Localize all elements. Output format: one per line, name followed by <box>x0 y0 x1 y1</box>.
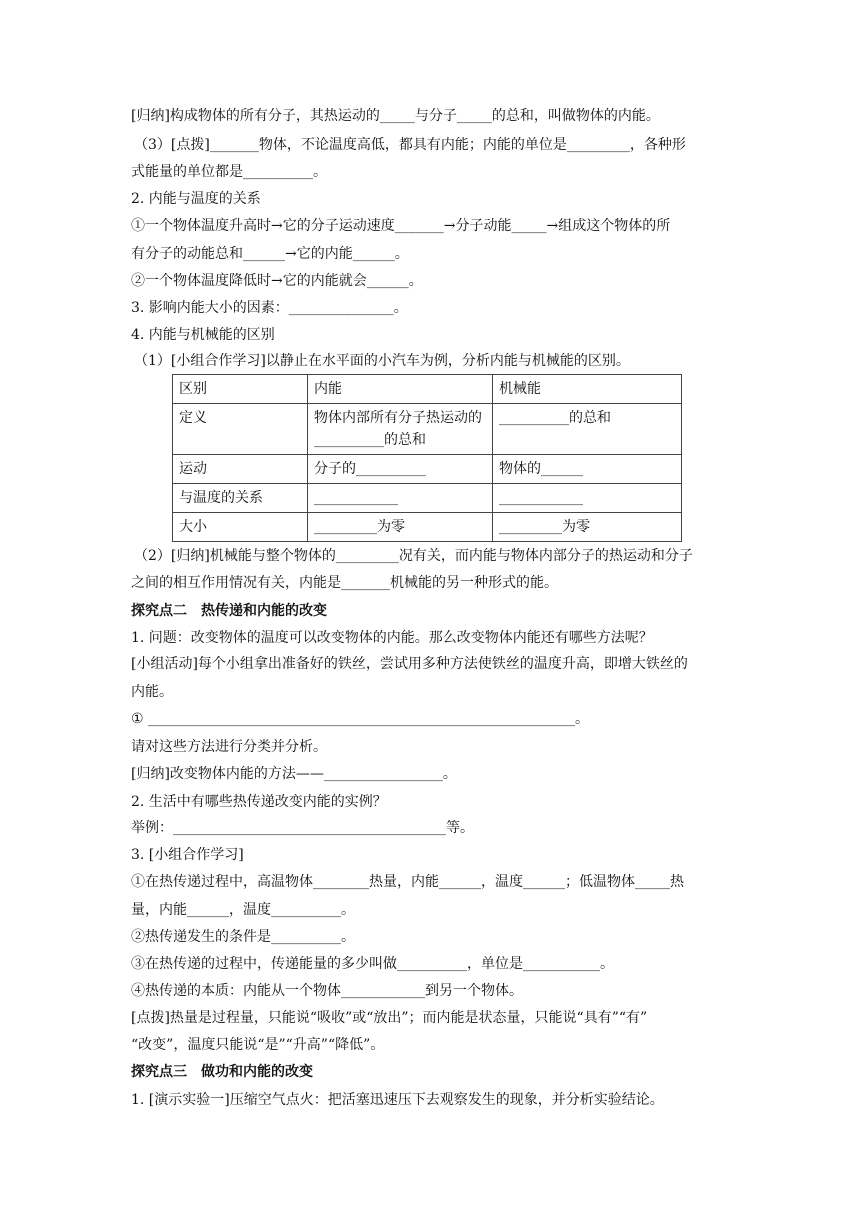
table-row <box>173 404 682 455</box>
group-activity-continuation: 内能。 <box>131 684 173 700</box>
table-header-cell: 机械能 <box>493 375 682 404</box>
influence-factors: 3. 影响内能大小的因素：_______________。 <box>131 300 408 316</box>
table-cell: ____________ <box>308 484 493 513</box>
heat-transfer-process: ①在热传递过程中，高温物体________热量，内能______，温度______；低温物体_____热 <box>131 874 684 890</box>
demo-experiment: 1. [演示实验一]压缩空气点火：把活塞迅速压下去观察发生的现象，并分析实验结论。 <box>131 1092 664 1108</box>
table-cell: 物体内部所有分子热运动的__________的总和 <box>308 404 493 455</box>
summary-methods: [归纳]改变物体内能的方法——_________________。 <box>131 766 457 782</box>
section-heading: 4. 内能与机械能的区别 <box>131 327 275 343</box>
table-row <box>173 375 682 404</box>
table-cell: _________为零 <box>493 513 682 542</box>
group-study: （1）[小组合作学习]以静止在水平面的小汽车为例，分析内能与机械能的区别。 <box>134 353 630 369</box>
table-cell: ____________ <box>493 484 682 513</box>
question: 2. 生活中有哪些热传递改变内能的实例？ <box>131 794 387 810</box>
temperature-rise-continuation: 有分子的动能总和______→它的内能______。 <box>131 246 409 262</box>
instruction: 请对这些方法进行分类并分析。 <box>131 739 327 755</box>
table-row <box>173 455 682 484</box>
answer-blank: ① _____________________________________________________________。 <box>131 711 590 727</box>
temperature-drop: ②一个物体温度降低时→它的内能就会______。 <box>131 273 423 289</box>
tip-heat-continuation: “改变”，温度只能说“是”“升高”“降低”。 <box>131 1037 385 1053</box>
table-cell: __________的总和 <box>493 404 682 455</box>
tip-internal-energy-unit: （3）[点拨]_______物体，不论温度高低，都具有内能；内能的单位是_________，各种形 <box>134 137 686 153</box>
temperature-rise: ①一个物体温度升高时→它的分子运动速度_______→分子动能_____→组成这个物体的所 <box>131 218 671 234</box>
section-heading: 2. 内能与温度的关系 <box>131 191 261 207</box>
summary-mechanical-energy: （2）[归纳]机械能与整个物体的_________况有关，而内能与物体内部分子的热运动和分子 <box>134 548 693 564</box>
table-row <box>173 513 682 542</box>
section-heading: 探究点三 做功和内能的改变 <box>131 1064 313 1080</box>
summary-continuation: 之间的相互作用情况有关，内能是_______机械能的另一种形式的能。 <box>131 575 558 591</box>
section-heading: 3. [小组合作学习] <box>131 847 244 863</box>
table-header-cell: 区别 <box>173 375 308 404</box>
group-activity: [小组活动]每个小组拿出准备好的铁丝，尝试用多种方法使铁丝的温度升高，即增大铁丝的 <box>131 656 688 672</box>
tip-continuation: 式能量的单位都是__________。 <box>131 164 327 180</box>
heat-transfer-condition: ②热传递发生的条件是__________。 <box>131 929 355 945</box>
table-cell: 运动 <box>173 455 308 484</box>
summary-internal-energy: [归纳]构成物体的所有分子，其热运动的_____与分子_____的总和，叫做物体的内能。 <box>131 108 660 124</box>
question: 1. 问题：改变物体的温度可以改变物体的内能。那么改变物体内能还有哪些方法呢？ <box>131 630 653 646</box>
table-cell: 与温度的关系 <box>173 484 308 513</box>
examples: 举例：_______________________________________等。 <box>131 820 474 836</box>
heat-amount: ③在热传递的过程中，传递能量的多少叫做__________，单位是___________。 <box>131 956 614 972</box>
section-heading: 探究点二 热传递和内能的改变 <box>131 603 327 619</box>
heat-transfer-essence: ④热传递的本质：内能从一个物体____________到另一个物体。 <box>131 983 523 999</box>
tip-heat: [点拨]热量是过程量，只能说“吸收”或“放出”；而内能是状态量，只能说“具有”“有” <box>131 1010 648 1026</box>
table-header-cell: 内能 <box>308 375 493 404</box>
table-cell: 物体的______ <box>493 455 682 484</box>
comparison-table <box>172 374 682 542</box>
table-row <box>173 484 682 513</box>
heat-transfer-continuation: 量，内能______，温度__________。 <box>131 902 355 918</box>
table-cell: 大小 <box>173 513 308 542</box>
table-cell: 分子的__________ <box>308 455 493 484</box>
table-cell: 定义 <box>173 404 308 455</box>
table-cell: _________为零 <box>308 513 493 542</box>
